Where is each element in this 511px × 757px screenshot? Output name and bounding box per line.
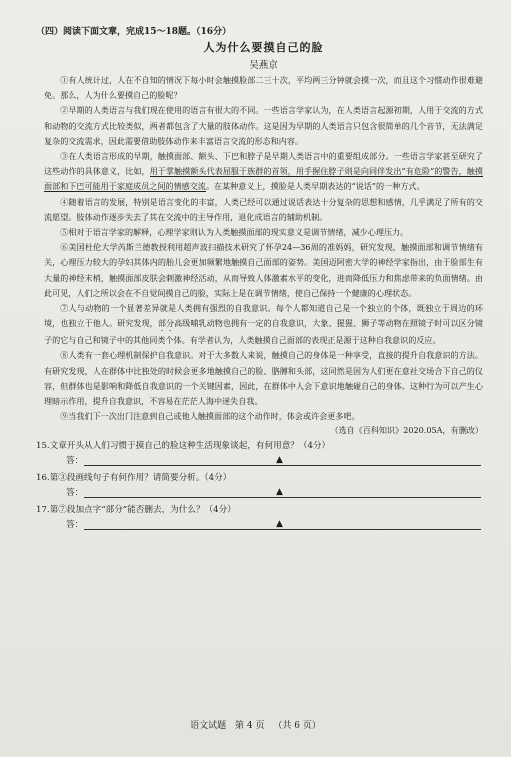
- answer-line: [84, 497, 481, 498]
- paragraph-4: ④随着语言的发展，特别是语言变化的丰富，人类已经可以通过说话表达十分复杂的思想和感情，几乎满足了所有的交流愿望。肢体动作逐步失去了其在交流中的主导作用，退化成语言的辅助机制。: [44, 196, 483, 222]
- question-17: 17.第⑦段加点字“部分”能否删去，为什么？（4分）: [36, 505, 236, 516]
- dotted-word: 部分: [157, 318, 175, 329]
- article-title: 人为什么要摸自己的脸: [203, 41, 324, 54]
- footer-total: （共 6 页）: [273, 721, 321, 731]
- triangle-marker-icon: ▲: [276, 487, 283, 498]
- footer-subject: 语文试题: [190, 721, 227, 731]
- paragraph-3-lead: ③在人类语言形成的早期，触摸面部、额头、下巴和脖子是早期人类语言中的重要组成部分。一些语言学家甚至研究了这些动作的具体意义，比如，: [44, 151, 483, 177]
- footer-page: 第 4 页: [235, 721, 265, 731]
- paragraph-3-tail: 。在某种意义上，摸脸是人类早期表达的“说话”的一种方式。: [205, 181, 425, 192]
- paragraph-3: [44, 149, 483, 195]
- section-header: （四）阅读下面文章，完成15～18题。（16分）: [36, 27, 232, 37]
- underlined-sentence: 用于掌触摸额头代表屈服于族群的首领，用手握住脖子则是向同伴发出“有危险”的警告，触摸面部和下巴可能用于家庭成员之间的情感交流: [44, 166, 483, 192]
- article-author: 吴燕京: [249, 60, 278, 71]
- answer-area-16[interactable]: [66, 486, 483, 500]
- paragraph-9: ⑨当我们下一次出门注意到自己或他人触摸面部的这个动作时，体会或许会更多吧。: [60, 411, 360, 422]
- page-footer: [0, 718, 511, 731]
- answer-line: [84, 529, 481, 530]
- answer-label: 答：: [66, 456, 84, 467]
- answer-line: [84, 465, 481, 466]
- triangle-marker-icon: ▲: [276, 455, 283, 466]
- paragraph-2: ②早期的人类语言与我们现在使用的语言有很大的不同。一些语言学家认为，在人类语言起源初期，人用于交流的方式和动物的交流方式比较类似，两者都包含了大量的肢体动作。这是因为早期的人类语言只包含很简单的几个音节，无法满足复杂的交流需求，因此需要借助肢体动作来丰富语言交流的形态和内容。: [44, 105, 483, 146]
- question-16: 16.第③段画线句子有何作用？请简要分析。（4分）: [36, 473, 232, 484]
- answer-label: 答：: [66, 520, 84, 531]
- answer-area-15[interactable]: [66, 454, 483, 468]
- paragraph-1: ①有人统计过，人在不自知的情况下每小时会触摸脸部二三十次，平均两三分钟就会摸一次，而且这个习惯动作很难避免。那么，人为什么要摸自己的脸呢？: [44, 75, 483, 101]
- paragraph-7-tail: 高级哺乳动物也拥有一定的自我意识，大象、猩猩、狮子等动物在照镜子时可以区分镜子的它与自己和镜子中的其他同类个体。有学者认为，人类触摸自己面部的表现正是源于这种自我意识的反应。: [44, 318, 483, 346]
- answer-area-17[interactable]: [66, 518, 483, 532]
- paragraph-6: ⑥美国杜伦大学芮斯兰德教授利用超声波扫描技术研究了怀孕24—36周的准妈妈，研究发现，触摸面部和调节情绪有关，心理压力较大的孕妇其体内的胎儿会更加频繁地触摸自己面部的姿势。美国迈阿密大学的神经学家指出，由于脸部生有大量的神经末梢，触摸面部皮肤会刺激神经活动，从而导致人体激素水平的变化，进而降低压力和焦虑带来的负面情绪。由此可见，人们之所以会在不自觉间摸自己的脸，实际上是在调节情绪，使自己保持一个健康的心理状态。: [44, 242, 483, 298]
- answer-label: 答：: [66, 488, 84, 499]
- paragraph-8: ⑧人类有一套心理机制保护自我意识。对于大多数人来说，触摸自己的身体是一种享受，直接的提升自我意识的方法。有研究发现，人在群体中比独处的时候会更多地触摸自己的脸、胳膊和头部，这同然是因为人们更在意社交场合下自己的仪容，但群体也是影响和降低自我意识的一个关键因素，因此，在群体中人会下意识地触碰自己的身体。这种行为可以产生心理暗示作用，提升自我意识，不容易在茫茫人海中迷失自我。: [44, 350, 483, 407]
- triangle-marker-icon: ▲: [276, 519, 283, 530]
- paragraph-7: [44, 301, 483, 348]
- paragraph-7-lead: ⑦人与动物的一个显著差异就是人类拥有强烈的自我意识。每个人都知道自己是一个独立的个体，既独立于周边的环境，也独立于他人。研究发现，: [44, 303, 483, 329]
- paragraph-5: ⑤相对于语言学家的解释，心理学家则认为人类触摸面部的现实意义是调节情绪，减少心理压力。: [60, 227, 409, 238]
- article-source: （选自《百科知识》2020.05A，有删改）: [330, 425, 483, 436]
- question-15: 15.文章开头从人们习惯于摸自己的脸这种生活现象谈起，有何用意？（4分）: [36, 441, 331, 452]
